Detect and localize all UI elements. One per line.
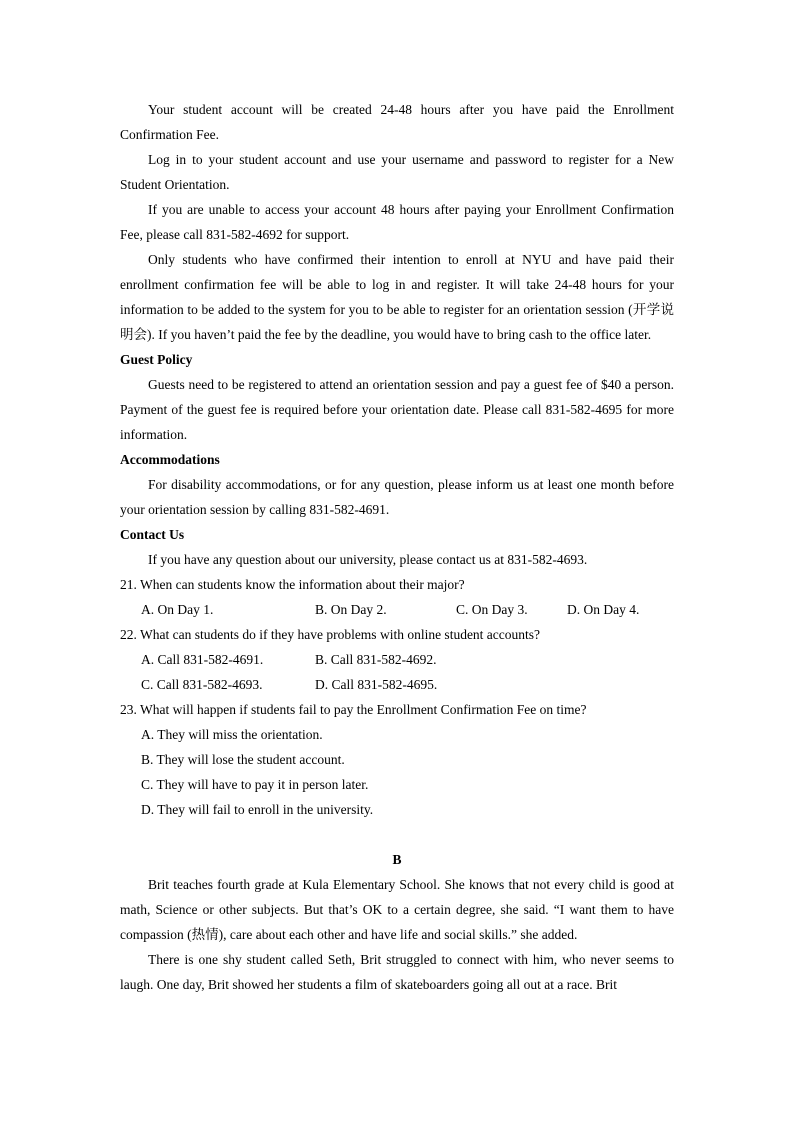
option-23-b: B. They will lose the student account. bbox=[141, 752, 345, 767]
heading-accommodations: Accommodations bbox=[120, 452, 220, 467]
question-22-options-row2 bbox=[120, 672, 674, 697]
paragraph-contact: If you have any question about our university, please contact us at 831-582-4693. bbox=[148, 552, 588, 567]
paragraph-account-created: Your student account will be created 24-48 hours after you have paid the Enrollment Confirmation Fee. bbox=[120, 102, 674, 142]
heading-guest-policy: Guest Policy bbox=[120, 352, 193, 367]
paragraph-guest-policy: Guests need to be registered to attend an orientation session and pay a guest fee of $40 a person. Payment of the guest fee is required before your orientation date. Please call 831-582-4695 for more information. bbox=[120, 377, 674, 442]
paragraph-support: If you are unable to access your account 48 hours after paying your Enrollment Confirmation Fee, please call 831-582-4692 for support. bbox=[120, 202, 674, 242]
option-22-a: A. Call 831-582-4691. bbox=[141, 652, 264, 667]
question-21-options bbox=[120, 597, 674, 622]
option-23-d: D. They will fail to enroll in the university. bbox=[141, 802, 374, 817]
question-21: 21. When can students know the information about their major? bbox=[120, 577, 465, 592]
option-22-c: C. Call 831-582-4693. bbox=[141, 677, 263, 692]
option-21-c: C. On Day 3. bbox=[456, 602, 528, 617]
option-23-a: A. They will miss the orientation. bbox=[141, 727, 323, 742]
heading-contact-us: Contact Us bbox=[120, 527, 185, 542]
paragraph-accommodations: For disability accommodations, or for any question, please inform us at least one month before your orientation session by calling 831-582-4691. bbox=[120, 477, 674, 517]
option-22-b: B. Call 831-582-4692. bbox=[315, 652, 437, 667]
question-22-options-row1 bbox=[120, 647, 674, 672]
paragraph-login: Log in to your student account and use your username and password to register for a New Student Orientation. bbox=[120, 152, 674, 192]
section-b-heading: B bbox=[392, 852, 402, 867]
document-page bbox=[120, 97, 674, 997]
option-21-b: B. On Day 2. bbox=[315, 602, 387, 617]
question-23: 23. What will happen if students fail to pay the Enrollment Confirmation Fee on time? bbox=[120, 702, 587, 717]
option-21-a: A. On Day 1. bbox=[141, 602, 214, 617]
paragraph-registration: Only students who have confirmed their intention to enroll at NYU and have paid their enrollment confirmation fee will be able to log in and register. It will take 24-48 hours for your information to be added to the system for you to be able to register for an orientation session (开学说明会). If you haven’t paid the fee by the deadline, you would have to bring cash to the office later. bbox=[120, 252, 674, 342]
option-22-d: D. Call 831-582-4695. bbox=[315, 677, 438, 692]
paragraph-seth: There is one shy student called Seth, Brit struggled to connect with him, who never seems to laugh. One day, Brit showed her students a film of skateboarders going all out at a race. Brit bbox=[120, 952, 674, 992]
option-23-c: C. They will have to pay it in person later. bbox=[141, 777, 369, 792]
question-22: 22. What can students do if they have problems with online student accounts? bbox=[120, 627, 541, 642]
option-21-d: D. On Day 4. bbox=[567, 602, 640, 617]
paragraph-brit-intro: Brit teaches fourth grade at Kula Elementary School. She knows that not every child is good at math, Science or other subjects. But that’s OK to a certain degree, she said. “I want them to have compassion (热情), care about each other and have life and social skills.” she added. bbox=[120, 877, 674, 942]
